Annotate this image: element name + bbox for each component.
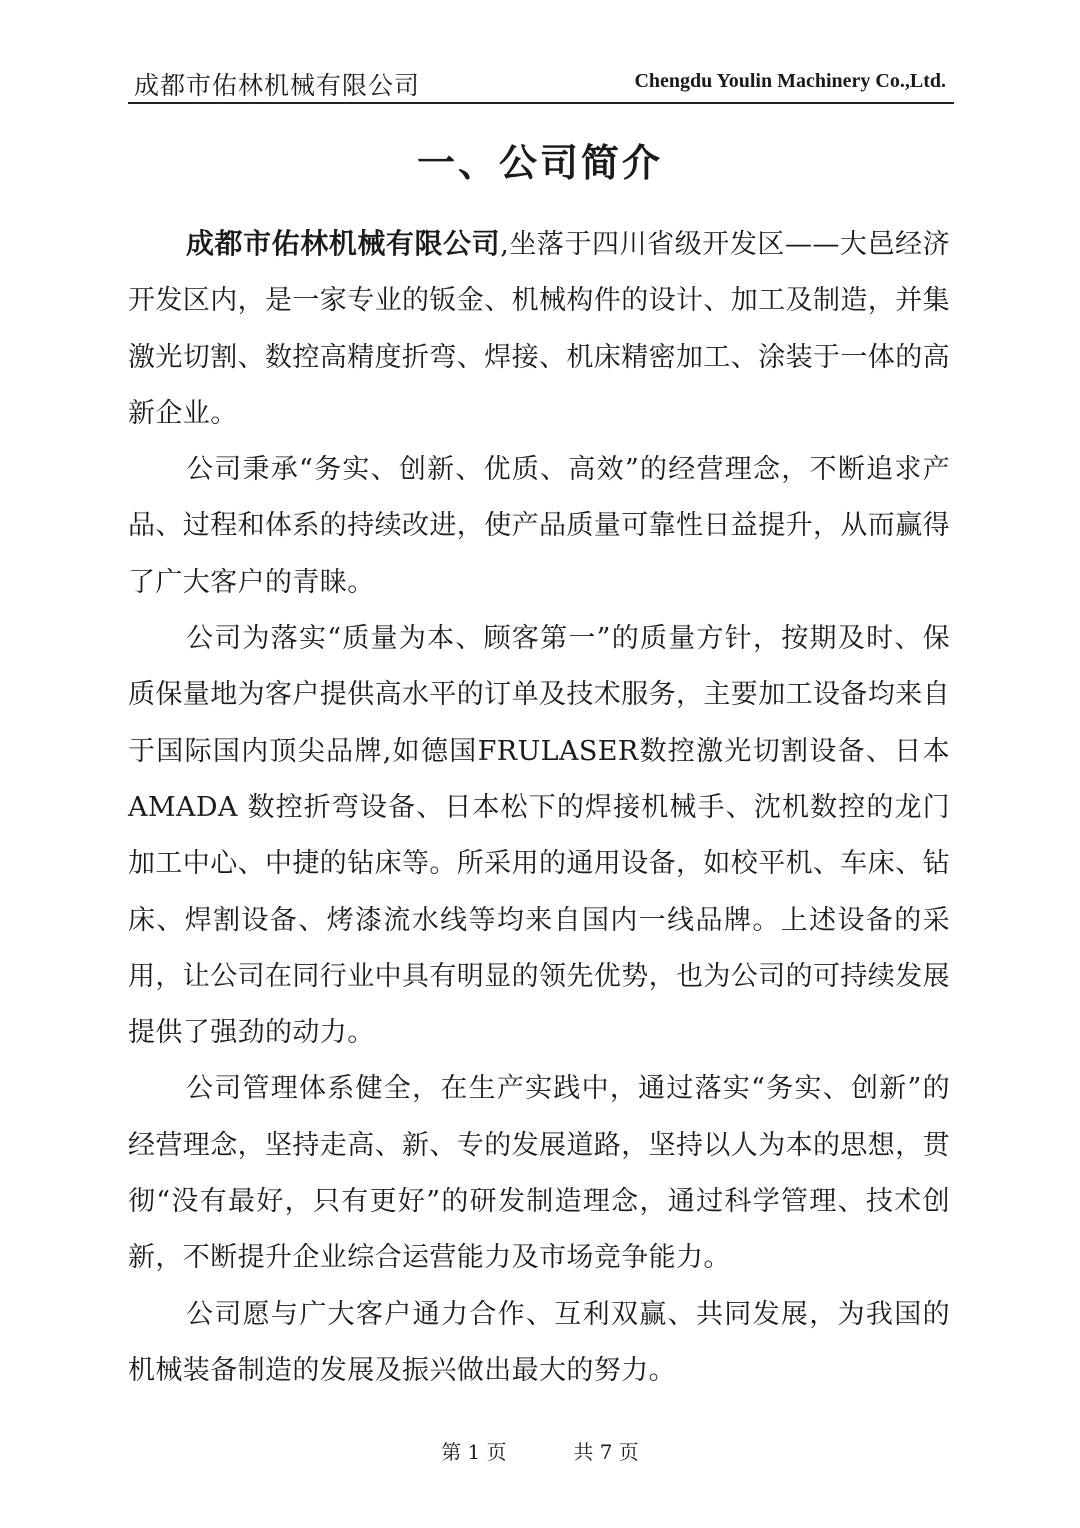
paragraph-text: 公司愿与广大客户通力合作、互利双赢、共同发展，为我国的机械装备制造的发展及振兴做出最大的努力。 [128, 1298, 950, 1386]
page-number: 第 1 页 [441, 1440, 507, 1464]
paragraph-equipment [128, 611, 950, 1061]
paragraph-text: 公司管理体系健全，在生产实践中，通过落实“务实、创新”的经营理念，坚持走高、新、专的发展道路，坚持以人为本的思想，贯彻“没有最好，只有更好”的研发制造理念，通过科学管理、技术创新，不断提升企业综合运营能力及市场竞争能力。 [128, 1073, 950, 1274]
document-body [128, 216, 950, 1399]
paragraph-management [128, 1061, 950, 1286]
header-company-name-en: Chengdu Youlin Machinery Co.,Ltd. [634, 70, 946, 92]
company-name-lead: 成都市佑林机械有限公司 [186, 227, 501, 260]
section-title: 一、公司简介 [416, 141, 663, 185]
page-header [128, 58, 954, 104]
page-footer [0, 1436, 1080, 1465]
paragraph-philosophy [128, 442, 950, 611]
page-total: 共 7 页 [573, 1440, 639, 1464]
paragraph-text: ,坐落于四川省级开发区——大邑经济开发区内，是一家专业的钣金、机械构件的设计、加工及制造，并集激光切割、数控高精度折弯、焊接、机床精密加工、涂装于一体的高新企业。 [128, 229, 950, 429]
paragraph-cooperation [128, 1287, 950, 1400]
paragraph-text: 公司秉承“务实、创新、优质、高效”的经营理念，不断追求产品、过程和体系的持续改进，使产品质量可靠性日益提升，从而赢得了广大客户的青睐。 [128, 454, 950, 598]
paragraph-text: 公司为落实“质量为本、顾客第一”的质量方针，按期及时、保质保量地为客户提供高水平的订单及技术服务，主要加工设备均来自于国际国内顶尖品牌,如德国FRULASER数控激光切割设备、日本 AMADA 数控折弯设备、日本松下的焊接机械手、沈机数控的龙门加工中心、中捷的钻床等。所采用的通用设备，如校平机、车床、钻床、焊割设备、烤漆流水线等均来自国内一线品牌。上述设备的采用，让公司在同行业中具有明显的领先优势，也为公司的可持续发展提供了强劲的动力。 [128, 623, 950, 1049]
paragraph-intro [128, 216, 950, 442]
header-company-name-cn: 成都市佑林机械有限公司 [134, 71, 421, 100]
